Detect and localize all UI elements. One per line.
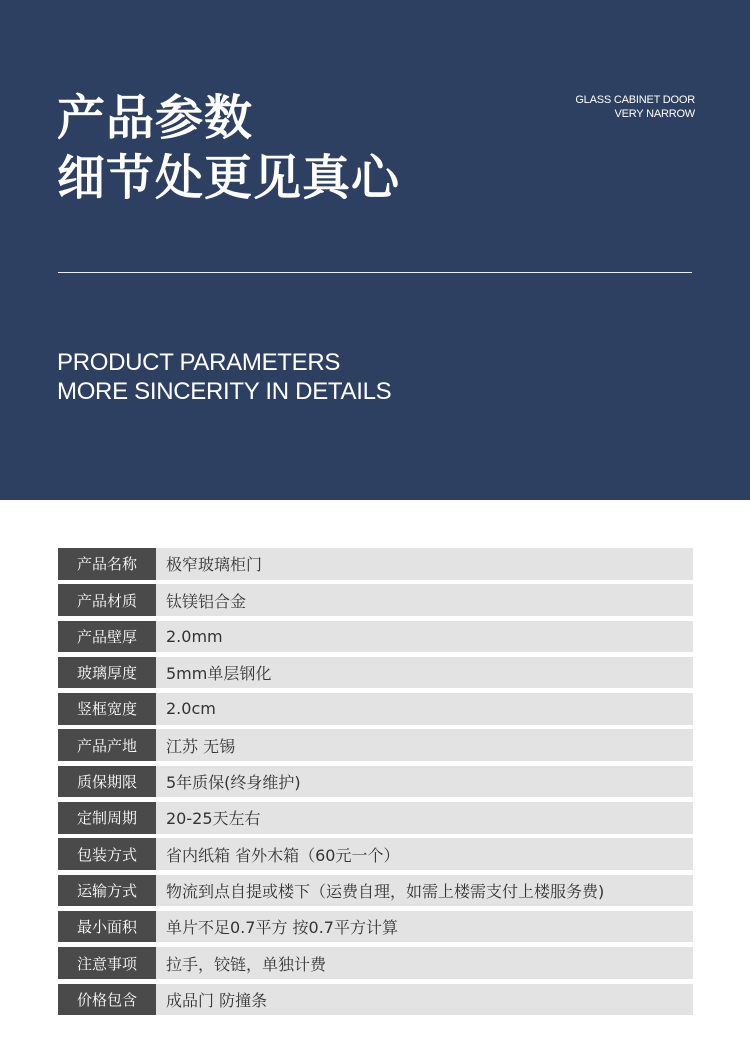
param-label: 最小面积	[58, 911, 156, 943]
param-row	[58, 838, 693, 870]
param-label: 玻璃厚度	[58, 657, 156, 689]
title-line-2: 细节处更见真心	[57, 150, 401, 206]
param-label: 产品产地	[58, 729, 156, 761]
param-row	[58, 657, 693, 689]
param-row	[58, 875, 693, 907]
param-row	[58, 802, 693, 834]
param-row	[58, 693, 693, 725]
param-value: 拉手，铰链，单独计费	[156, 947, 693, 979]
param-value: 物流到点自提或楼下（运费自理，如需上楼需支付上楼服务费)	[156, 875, 693, 907]
param-label: 包装方式	[58, 838, 156, 870]
param-value: 2.0mm	[156, 621, 693, 653]
param-row	[58, 548, 693, 580]
param-value: 极窄玻璃柜门	[156, 548, 693, 580]
title-line-1: 产品参数	[57, 90, 254, 146]
subtitle-line-1: PRODUCT PARAMETERS	[57, 349, 341, 376]
param-value: 2.0cm	[156, 693, 693, 725]
tag-line-1: GLASS CABINET DOOR	[575, 94, 695, 106]
param-value: 省内纸箱 省外木箱（60元一个）	[156, 838, 693, 870]
hero-banner	[0, 0, 750, 500]
param-row	[58, 947, 693, 979]
page-title	[57, 88, 400, 208]
param-row	[58, 584, 693, 616]
divider	[58, 272, 692, 273]
param-label: 定制周期	[58, 802, 156, 834]
param-value: 5mm单层钢化	[156, 657, 693, 689]
param-label: 产品壁厚	[58, 621, 156, 653]
param-label: 竖框宽度	[58, 693, 156, 725]
param-label: 价格包含	[58, 984, 156, 1016]
param-label: 质保期限	[58, 766, 156, 798]
tag-line-2: VERY NARROW	[614, 108, 695, 120]
param-label: 注意事项	[58, 947, 156, 979]
param-row	[58, 621, 693, 653]
param-value: 20-25天左右	[156, 802, 693, 834]
param-value: 钛镁铝合金	[156, 584, 693, 616]
param-value: 江苏 无锡	[156, 729, 693, 761]
param-label: 产品材质	[58, 584, 156, 616]
param-value: 成品门 防撞条	[156, 984, 693, 1016]
param-row	[58, 766, 693, 798]
param-label: 运输方式	[58, 875, 156, 907]
product-tag	[575, 93, 695, 121]
param-row	[58, 984, 693, 1016]
param-row	[58, 911, 693, 943]
param-row	[58, 729, 693, 761]
english-subtitle	[57, 348, 391, 406]
parameter-table	[58, 548, 693, 1020]
subtitle-line-2: MORE SINCERITY IN DETAILS	[57, 378, 392, 405]
param-value: 单片不足0.7平方 按0.7平方计算	[156, 911, 693, 943]
param-value: 5年质保(终身维护)	[156, 766, 693, 798]
param-label: 产品名称	[58, 548, 156, 580]
